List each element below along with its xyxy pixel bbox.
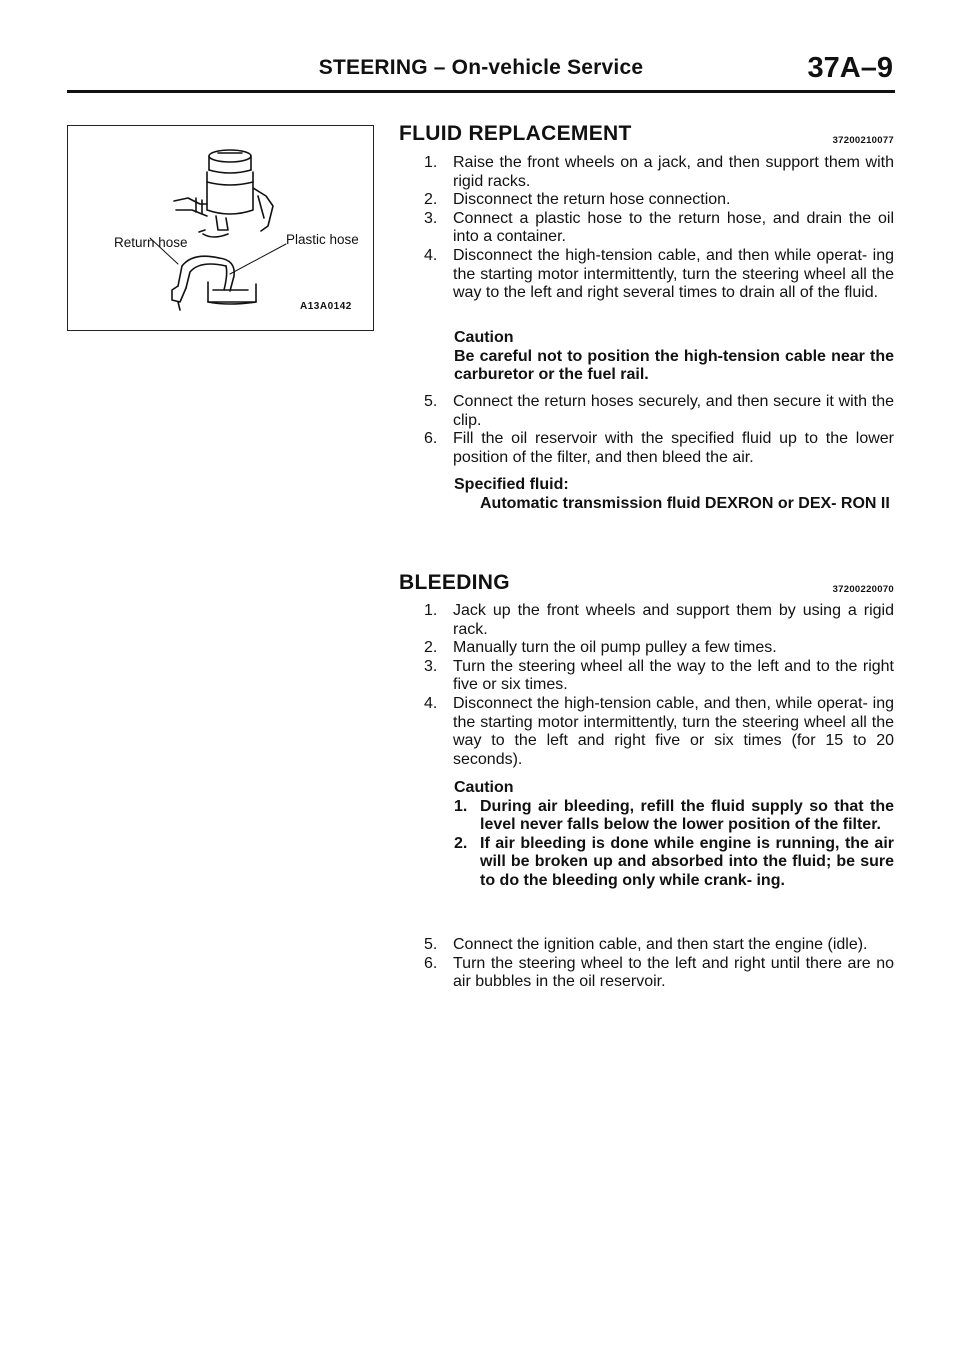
fluid-replacement-code: 37200210077: [832, 135, 894, 146]
bleeding-steps-list-continued: [399, 936, 894, 992]
list-item: 3. Connect a plastic hose to the return hose, and drain the oil into a container.: [424, 209, 894, 246]
list-item: 6. Fill the oil reservoir with the specified fluid up to the lower position of the filter, and then bleed the air.: [424, 430, 894, 466]
list-item: 5. Connect the ignition cable, and then start the engine (idle).: [424, 936, 868, 953]
page-number: 37A–9: [807, 52, 893, 84]
list-item: 4. Disconnect the high-tension cable, and then, while operat- ing the starting motor intermittently, turn the steering wheel all the way to the left and right five or six times (for 15 to 20 seconds).: [424, 694, 894, 768]
caution-heading: Caution: [454, 329, 514, 346]
list-item: 2. Manually turn the oil pump pulley a few times.: [424, 639, 777, 657]
figure-code: A13A0142: [300, 301, 352, 312]
list-item: 3. Turn the steering wheel all the way to the left and to the right five or six times.: [424, 657, 894, 694]
list-item: 1. Raise the front wheels on a jack, and then support them with rigid racks.: [424, 154, 894, 190]
content-column: [399, 0, 894, 1358]
bleeding-code: 37200220070: [832, 584, 894, 595]
caution-heading: Caution: [454, 779, 514, 796]
label-plastic-hose: Plastic hose: [286, 232, 359, 247]
reservoir-hose-illustration: [68, 126, 373, 330]
label-return-hose: Return hose: [114, 235, 188, 250]
list-item: 5. Connect the return hoses securely, and then secure it with the clip.: [424, 393, 894, 429]
bleeding-steps-list: [399, 602, 894, 769]
specified-fluid-heading: Specified fluid:: [454, 476, 569, 493]
list-item: 6. Turn the steering wheel to the left and right until there are no air bubbles in the oil reservoir.: [424, 954, 894, 991]
list-item: 2. Disconnect the return hose connection.: [424, 191, 731, 209]
list-item: 2. If air bleeding is done while engine is running, the air will be broken up and absorbed into the fluid; be sure to do the bleeding only while crank- ing.: [454, 834, 894, 889]
fluid-steps-list: [399, 154, 894, 303]
specified-fluid-text: Automatic transmission fluid DEXRON or DEX- RON II: [480, 494, 890, 512]
caution-text: Be careful not to position the high-tension cable near the carburetor or the fuel rail.: [454, 347, 894, 384]
fluid-caution: [454, 329, 894, 385]
list-item: 1. Jack up the front wheels and support them by using a rigid rack.: [424, 602, 894, 638]
bleeding-title: BLEEDING: [399, 571, 510, 594]
caution-list: [454, 798, 894, 891]
list-item: 4. Disconnect the high-tension cable, and then while operat- ing the starting motor intermittently, turn the steering wheel all the way to the left and right several times to drain all of the fluid.: [424, 246, 894, 302]
bleeding-caution: [454, 779, 894, 891]
specified-fluid: [454, 476, 894, 513]
list-item: 1. During air bleeding, refill the fluid supply so that the level never falls below the lower position of the filter.: [454, 797, 894, 834]
fluid-steps-list-continued: [399, 393, 894, 467]
fluid-replacement-title: FLUID REPLACEMENT: [399, 122, 632, 145]
header-title: STEERING – On-vehicle Service: [318, 56, 644, 79]
reservoir-figure: [67, 125, 374, 331]
